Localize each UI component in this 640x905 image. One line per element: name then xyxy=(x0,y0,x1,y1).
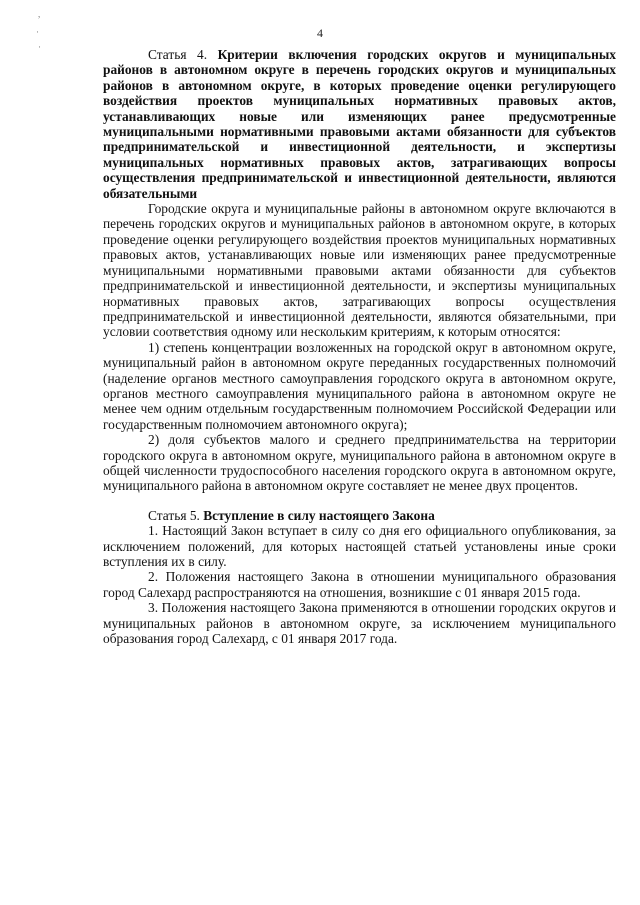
article-5-heading xyxy=(103,508,616,523)
scan-mark: · xyxy=(38,42,41,52)
article-5-paragraph-1: 1. Настоящий Закон вступает в силу со дня его официального опубликования, за исключением положений, для которых настоящей статьей установлены иные сроки вступления их в силу. xyxy=(103,523,616,569)
article-5-label: Статья 5. xyxy=(148,507,200,523)
page-number: 4 xyxy=(317,26,323,40)
article-5-paragraph-2: 2. Положения настоящего Закона в отношении муниципального образования город Салехард распространяются на отношения, возникшие с 01 января 2015 года. xyxy=(103,569,616,600)
article-4-heading xyxy=(103,47,616,201)
article-4-paragraph: Городские округа и муниципальные районы в автономном округе включаются в перечень городских округов и муниципальных районов в автономном округе, в которых проведение оценки регулирующего воздействия проектов муниципальных нормативных правовых актов, устанавливающих новые или изменяющих ранее предусмотренные муниципальными нормативными правовыми актами обязанности для субъектов предпринимательской и инвестиционной деятельности, и экспертизы муниципальных нормативных правовых актов, затрагивающих вопросы осуществления предпринимательской и инвестиционной деятельности, являются обязательными, при условии соответствия одному или нескольким критериям, к которым относятся: xyxy=(103,201,616,340)
article-5-title: Вступление в силу настоящего Закона xyxy=(203,507,435,523)
article-4-label: Статья 4. xyxy=(148,47,208,62)
article-4-criterion-1: 1) степень концентрации возложенных на городской округ в автономном округе, муниципальный район в автономном округе переданных государственных полномочий (наделение органов местного самоуправления городского округа в автономном округе, органов местного самоуправления муниципального района в автономном округе не менее чем одним отдельным государственным полномочием Российской Федерации или государственным полномочием автономного округа); xyxy=(103,339,616,432)
section-spacer xyxy=(103,494,616,508)
article-4-criterion-2: 2) доля субъектов малого и среднего предпринимательства на территории городского округа в автономном округе, муниципального района в автономном округе в общей численности трудоспособного населения городского округа в автономном округе, муниципального района в автономном округе составляет не менее двух процентов. xyxy=(103,432,616,494)
scan-mark: , xyxy=(38,9,41,19)
document-body xyxy=(103,47,616,646)
article-5-paragraph-3: 3. Положения настоящего Закона применяются в отношении городских округов и муниципальных районов в автономном округе, за исключением муниципального образования город Салехард, с 01 января 2017 года. xyxy=(103,600,616,647)
scan-mark: · xyxy=(36,27,39,37)
article-4-title: Критерии включения городских округов и муниципальных районов в автономном округе в перечень городских округов и муниципальных районов в автономном округе, в которых проведение оценки регулирующего воздействия проектов муниципальных нормативных правовых актов, устанавливающих новые или изменяющих ранее предусмотренные муниципальными нормативными правовыми актами обязанности для субъектов предпринимательской и инвестиционной деятельности, и экспертизы муниципальных нормативных правовых актов, затрагивающих вопросы осуществления предпринимательской и инвестиционной деятельности, являются обязательными xyxy=(103,47,616,201)
